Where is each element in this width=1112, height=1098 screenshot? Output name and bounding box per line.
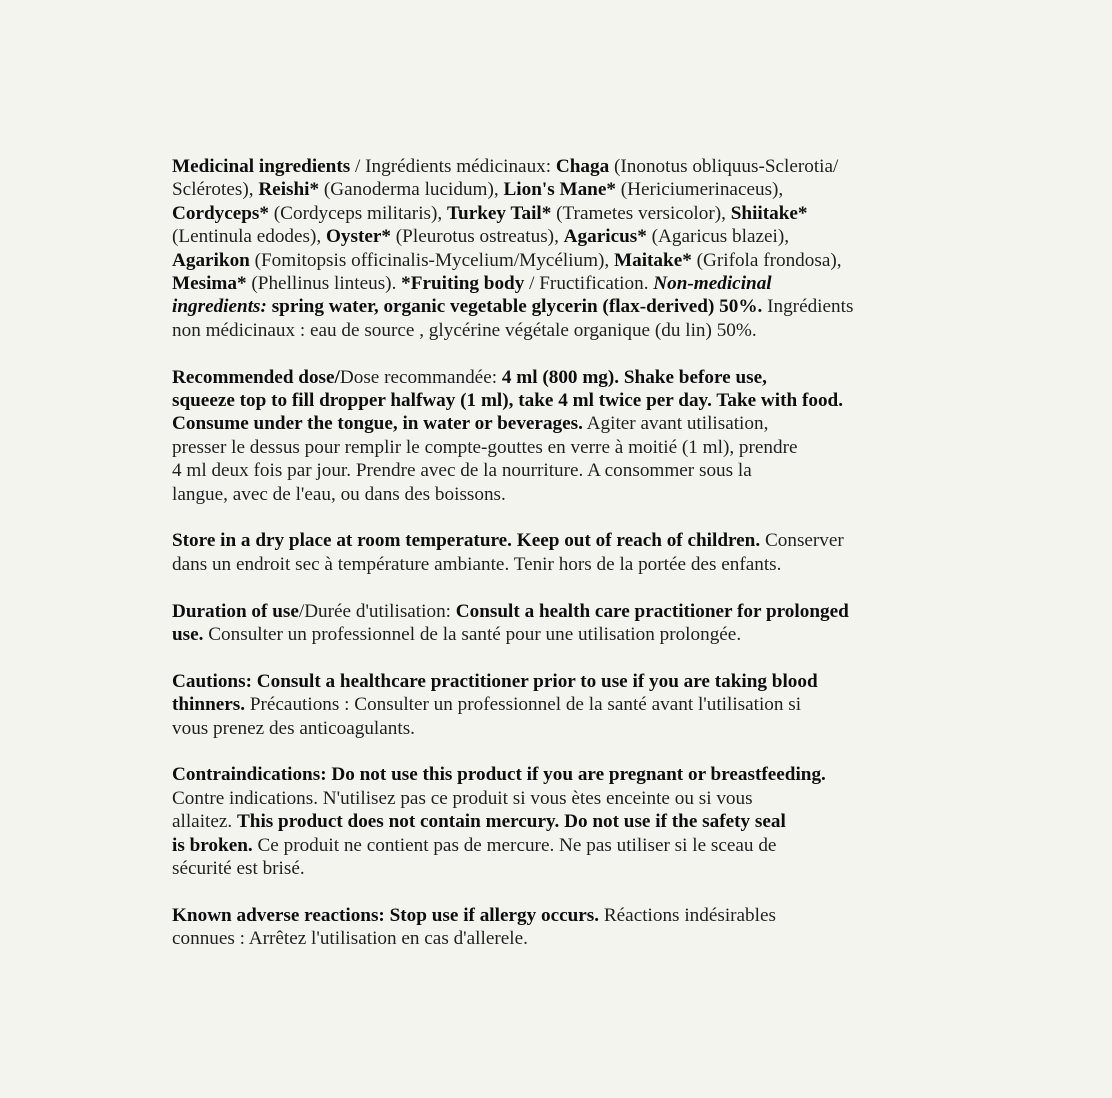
text-line	[172, 295, 962, 318]
bold-text: This product does not contain mercury. Do not use if the safety seal	[236, 811, 786, 833]
bold-text: Cautions: Consult a healthcare practitioner prior to use if you are taking blood	[172, 670, 818, 692]
text-line	[172, 249, 962, 272]
text-line	[172, 553, 962, 576]
regular-text: allaitez.	[172, 811, 237, 833]
bold-text: thinners.	[172, 694, 246, 716]
regular-text: (Hericiumerinaceus),	[615, 179, 784, 201]
bold-text: Mesima*	[172, 273, 247, 295]
bold-text: Recommended dose/	[172, 366, 340, 388]
bold-text: Oyster*	[325, 226, 391, 248]
bold-text: Agarikon	[172, 249, 250, 271]
bold-text: Medicinal ingredients	[172, 156, 351, 177]
regular-text: (Fomitopsis officinalis-Mycelium/Mycélium),	[249, 249, 614, 271]
paragraph-contraindications	[172, 763, 962, 880]
text-line	[172, 319, 962, 342]
bold-text: Store in a dry place at room temperature. Keep out of reach of children.	[172, 530, 761, 552]
regular-text: (Agaricus blazei),	[646, 226, 790, 248]
bold-text: Reishi*	[258, 179, 320, 201]
bold-text: Consult a health care practitioner for prolonged	[455, 600, 849, 622]
regular-text: Ce produit ne contient pas de mercure. Ne pas utiliser si le sceau de	[252, 834, 777, 856]
text-line	[172, 225, 962, 248]
text-line	[172, 483, 962, 506]
bold-text: *Fruiting body	[401, 273, 525, 295]
text-line	[172, 389, 962, 412]
paragraph-cautions	[172, 670, 962, 740]
bold-text: use.	[172, 624, 204, 646]
regular-text: (Ganoderma lucidum),	[319, 179, 504, 201]
bold-text: Agaricus*	[563, 226, 647, 248]
regular-text: (Lentinula edodes),	[172, 226, 326, 248]
regular-text: 4 ml deux fois par jour. Prendre avec de la nourriture. A consommer sous la	[172, 460, 752, 482]
regular-text: (Cordyceps militaris),	[269, 202, 447, 224]
regular-text: Réactions indésirables	[599, 904, 776, 926]
text-line	[172, 857, 962, 880]
regular-text: (Phellinus linteus).	[246, 273, 402, 295]
regular-text: Dose recommandée:	[339, 366, 502, 388]
paragraph-adverse-reactions	[172, 904, 962, 951]
regular-text: non médicinaux : eau de source , glycérine végétale organique (du lin) 50%.	[172, 319, 757, 341]
bold-text: Lion's Mane*	[503, 179, 616, 201]
text-line	[172, 436, 962, 459]
bold-text: spring water, organic vegetable glycerin (flax-derived) 50%.	[266, 296, 763, 318]
regular-text: /Durée d'utilisation:	[298, 600, 456, 622]
text-line	[172, 787, 962, 810]
product-label-text	[172, 155, 962, 951]
text-line	[172, 834, 962, 857]
bold-text: Cordyceps*	[172, 202, 269, 224]
text-line	[172, 272, 962, 295]
text-line	[172, 155, 962, 178]
bold-text: squeeze top to fill dropper halfway (1 ml), take 4 ml twice per day. Take with food.	[172, 390, 844, 412]
regular-text: Sclérotes),	[172, 179, 259, 201]
bold-text: Maitake*	[614, 249, 692, 271]
text-line	[172, 670, 962, 693]
regular-text: dans un endroit sec à température ambiante. Tenir hors de la portée des enfants.	[172, 553, 782, 575]
paragraph-ingredients	[172, 155, 962, 342]
regular-text: (Grifola frondosa),	[691, 249, 842, 271]
regular-text: / Fructification.	[524, 273, 654, 295]
text-line	[172, 693, 962, 716]
text-line	[172, 529, 962, 552]
regular-text: sécurité est brisé.	[172, 858, 305, 880]
bold-text: Non-medicinal	[653, 273, 772, 295]
text-line	[172, 717, 962, 740]
regular-text: connues : Arrêtez l'utilisation en cas d'allerele.	[172, 928, 528, 950]
text-line	[172, 810, 962, 833]
bold-text: ingredients:	[172, 296, 267, 318]
text-line	[172, 904, 962, 927]
paragraph-dose	[172, 366, 962, 506]
regular-text: Conserver	[760, 530, 844, 552]
regular-text: (Pleurotus ostreatus),	[391, 226, 564, 248]
paragraph-duration	[172, 600, 962, 647]
regular-text: Agiter avant utilisation,	[582, 413, 769, 435]
text-line	[172, 412, 962, 435]
text-line	[172, 459, 962, 482]
regular-text: vous prenez des anticoagulants.	[172, 717, 415, 739]
text-line	[172, 763, 962, 786]
regular-text: Précautions : Consulter un professionnel de la santé avant l'utilisation si	[245, 694, 802, 716]
regular-text: (Inonotus obliquus-Sclerotia/	[609, 156, 839, 177]
bold-text: Chaga	[555, 156, 610, 177]
text-line	[172, 366, 962, 389]
regular-text: Consulter un professionnel de la santé pour une utilisation prolongée.	[203, 624, 742, 646]
regular-text: langue, avec de l'eau, ou dans des boissons.	[172, 483, 506, 505]
bold-text: 4 ml (800 mg). Shake before use,	[501, 366, 767, 388]
bold-text: is broken.	[172, 834, 253, 856]
text-line	[172, 623, 962, 646]
bold-text: Consume under the tongue, in water or beverages.	[172, 413, 583, 435]
bold-text: Turkey Tail*	[446, 202, 552, 224]
paragraph-storage	[172, 529, 962, 576]
bold-text: Contraindications: Do not use this product if you are pregnant or breastfeeding.	[172, 764, 826, 786]
regular-text: Ingrédients	[762, 296, 854, 318]
regular-text: presser le dessus pour remplir le compte-gouttes en verre à moitié (1 ml), prendre	[172, 436, 798, 458]
text-line	[172, 927, 962, 950]
text-line	[172, 600, 962, 623]
bold-text: Known adverse reactions: Stop use if allergy occurs.	[172, 904, 600, 926]
regular-text: / Ingrédients médicinaux:	[350, 156, 556, 177]
text-line	[172, 178, 962, 201]
text-line	[172, 202, 962, 225]
bold-text: Shiitake*	[730, 202, 808, 224]
regular-text: Contre indications. N'utilisez pas ce produit si vous ètes enceinte ou si vous	[172, 787, 753, 809]
regular-text: (Trametes versicolor),	[551, 202, 731, 224]
bold-text: Duration of use	[172, 600, 299, 622]
